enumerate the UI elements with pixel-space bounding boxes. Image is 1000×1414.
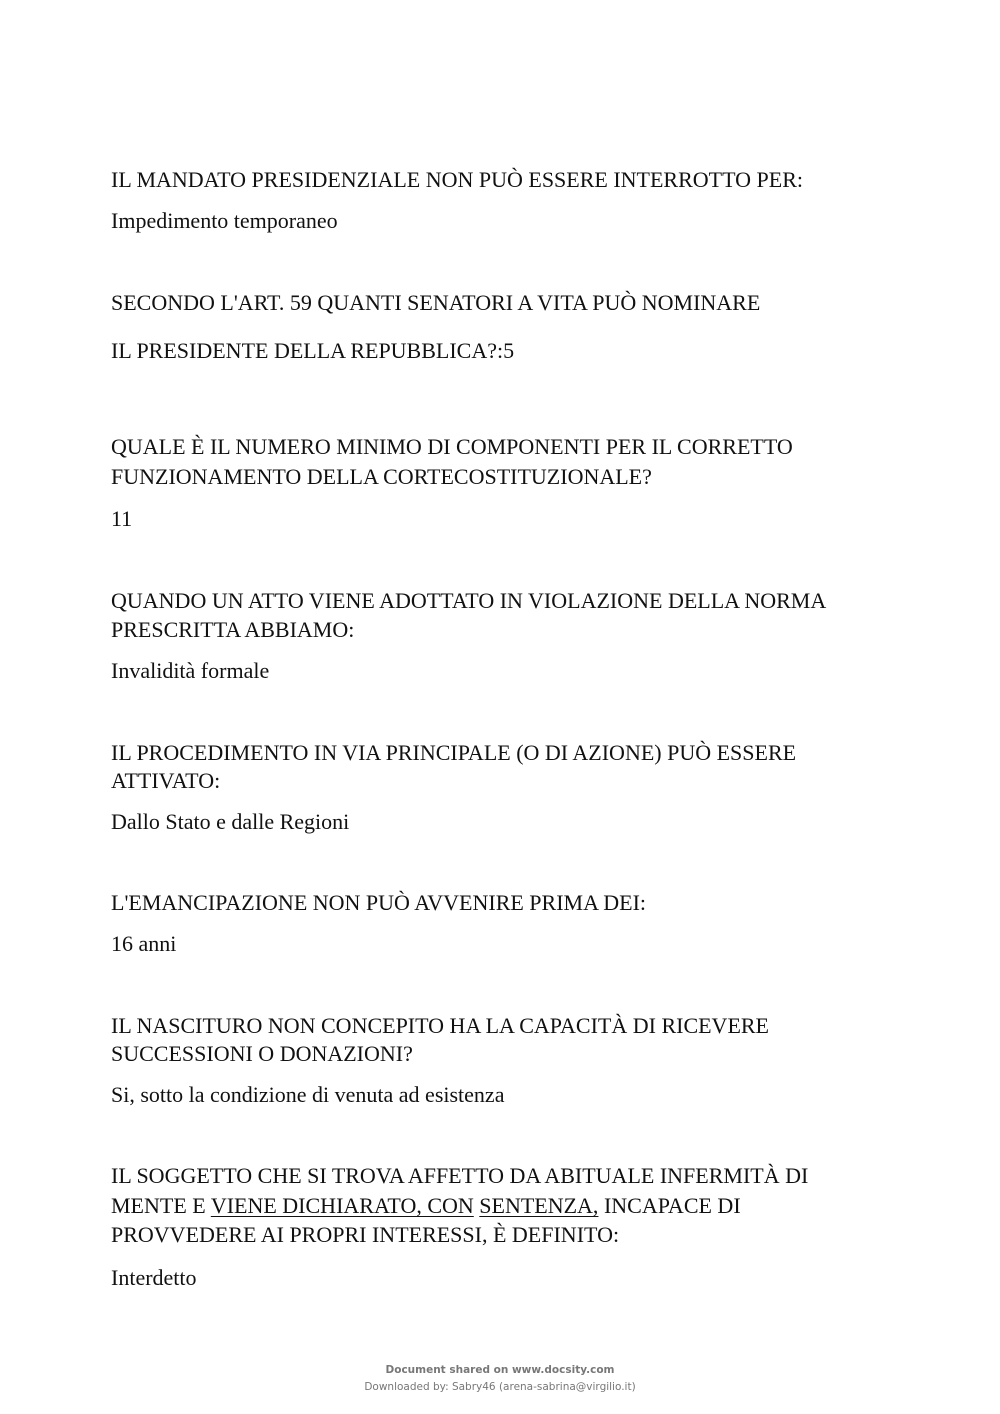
answer-3: 11 [111,506,133,531]
question-8-text: MENTE E [111,1193,211,1218]
question-5-line-1: IL PROCEDIMENTO IN VIA PRINCIPALE (O DI AZIONE) PUÒ ESSERE [111,740,797,765]
question-1: IL MANDATO PRESIDENZIALE NON PUÒ ESSERE INTERROTTO PER: [111,167,803,192]
question-3-line-2: FUNZIONAMENTO DELLA CORTECOSTITUZIONALE? [111,464,652,489]
answer-8: Interdetto [111,1265,197,1290]
question-4-line-1: QUANDO UN ATTO VIENE ADOTTATO IN VIOLAZIONE DELLA NORMA [111,588,827,613]
question-5-line-2: ATTIVATO: [111,768,221,793]
answer-2: IL PRESIDENTE DELLA REPUBBLICA?:5 [111,338,515,363]
question-4-line-2: PRESCRITTA ABBIAMO: [111,617,355,642]
question-8-line-2 [111,1191,741,1221]
question-8-line-1: IL SOGGETTO CHE SI TROVA AFFETTO DA ABITUALE INFERMITÀ DI [111,1163,809,1188]
question-2: SECONDO L'ART. 59 QUANTI SENATORI A VITA PUÒ NOMINARE [111,290,761,315]
question-8-text: INCAPACE DI [598,1193,741,1218]
question-8-line-3: PROVVEDERE AI PROPRI INTERESSI, È DEFINITO: [111,1222,620,1247]
footer-downloaded-by: Downloaded by: Sabry46 (arena-sabrina@virgilio.it) [364,1381,636,1393]
question-7-line-2: SUCCESSIONI O DONAZIONI? [111,1041,413,1066]
answer-4: Invalidità formale [111,658,270,683]
underlined-text: VIENE DICHIARATO, CON [210,1193,474,1218]
question-6: L'EMANCIPAZIONE NON PUÒ AVVENIRE PRIMA DEI: [111,890,647,915]
question-3-line-1: QUALE È IL NUMERO MINIMO DI COMPONENTI PER IL CORRETTO [111,434,793,459]
question-7-line-1: IL NASCITURO NON CONCEPITO HA LA CAPACITÀ DI RICEVERE [111,1013,769,1038]
footer-shared-note: Document shared on www.docsity.com [385,1364,615,1376]
answer-6: 16 anni [111,931,177,956]
answer-1: Impedimento temporaneo [111,208,338,233]
underlined-text: SENTENZA, [479,1193,599,1218]
answer-7: Si, sotto la condizione di venuta ad esistenza [111,1082,505,1107]
answer-5: Dallo Stato e dalle Regioni [111,809,350,834]
